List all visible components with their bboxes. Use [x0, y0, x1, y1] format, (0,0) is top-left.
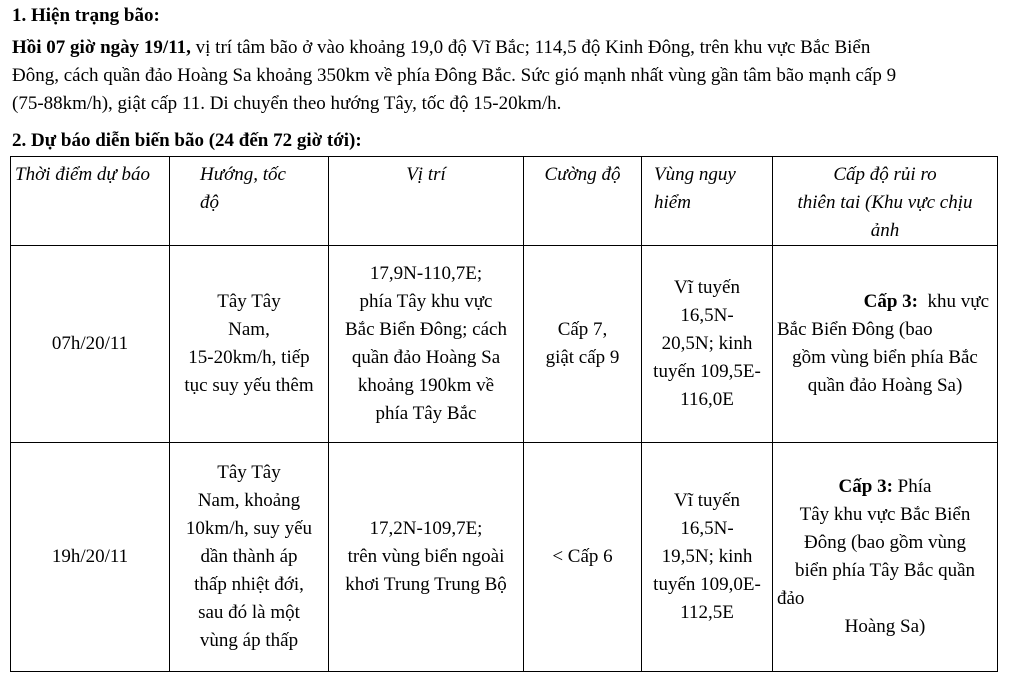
table-row [11, 443, 998, 672]
section-1-heading: 1. Hiện trạng bão: [12, 5, 160, 26]
header-risk-level: Cấp độ rủi ro thiên tai (Khu vực chịu ảnh [773, 157, 998, 246]
paragraph-line-3: (75-88km/h), giật cấp 11. Di chuyển theo hướng Tây, tốc độ 15-20km/h. [12, 93, 562, 114]
table-row [11, 246, 998, 443]
cell-intensity: < Cấp 6 [524, 443, 642, 672]
cell-risk-level: Cấp 3: Phía Tây khu vực Bắc Biển Đông (bao gồm vùng biển phía Tây Bắc quần đảo Hoàng Sa) [773, 443, 998, 672]
cell-position: 17,9N-110,7E; phía Tây khu vực Bắc Biển Đông; cách quần đảo Hoàng Sa khoảng 190km về phía Tây Bắc [329, 246, 524, 443]
paragraph-line-2: Đông, cách quần đảo Hoàng Sa khoảng 350km về phía Đông Bắc. Sức gió mạnh nhất vùng gần tâm bão mạnh cấp 9 [12, 65, 897, 86]
cell-position: 17,2N-109,7E; trên vùng biển ngoài khơi Trung Trung Bộ [329, 443, 524, 672]
current-status-paragraph [12, 34, 1002, 118]
header-danger-zone: Vùng nguy hiểm [642, 157, 773, 246]
section-2-heading: 2. Dự báo diễn biến bão (24 đến 72 giờ tới): [12, 130, 362, 151]
cell-time: 19h/20/11 [11, 443, 170, 672]
header-forecast-time: Thời điểm dự báo [11, 157, 170, 246]
header-intensity: Cường độ [524, 157, 642, 246]
cell-direction: Tây Tây Nam, 15-20km/h, tiếp tục suy yếu thêm [170, 246, 329, 443]
forecast-table [10, 156, 998, 672]
cell-time: 07h/20/11 [11, 246, 170, 443]
cell-intensity: Cấp 7, giật cấp 9 [524, 246, 642, 443]
cell-direction: Tây Tây Nam, khoảng 10km/h, suy yếu dần thành áp thấp nhiệt đới, sau đó là một vùng áp thấp [170, 443, 329, 672]
table-header-row [11, 157, 998, 246]
cell-danger-zone: Vĩ tuyến 16,5N- 19,5N; kinh tuyến 109,0E- 112,5E [642, 443, 773, 672]
header-position: Vị trí [329, 157, 524, 246]
paragraph-line-1: Hồi 07 giờ ngày 19/11, vị trí tâm bão ở vào khoảng 19,0 độ Vĩ Bắc; 114,5 độ Kinh Đông, trên khu vực Bắc Biển [12, 37, 871, 58]
observation-time: Hồi 07 giờ ngày 19/11, [12, 37, 191, 58]
cell-risk-level: Cấp 3: khu vực Bắc Biển Đông (bao gồm vùng biển phía Bắc quần đảo Hoàng Sa) [773, 246, 998, 443]
header-direction-speed: Hướng, tốc độ [170, 157, 329, 246]
cell-danger-zone: Vĩ tuyến 16,5N- 20,5N; kinh tuyến 109,5E- 116,0E [642, 246, 773, 443]
